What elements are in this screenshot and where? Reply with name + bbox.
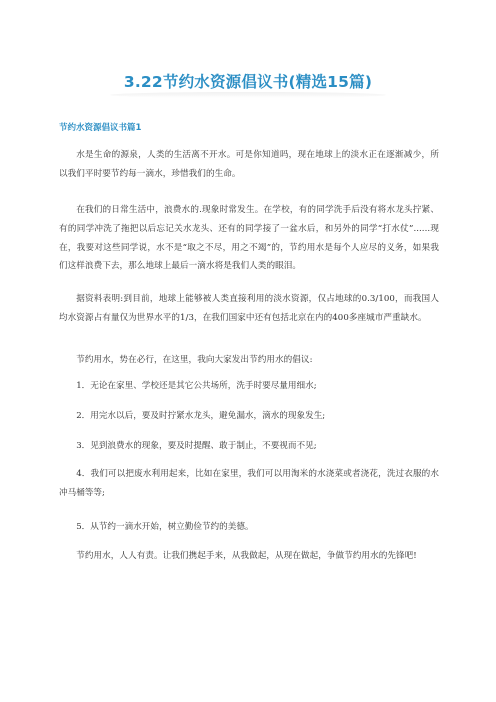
paragraph-closing: 节约用水，人人有责。让我们携起手来，从我做起，从现在做起，争做节约用水的先锋吧! [76, 551, 417, 561]
section-heading: 节约水资源倡议书篇1 [59, 123, 142, 133]
paragraph-waste: 在我们的日常生活中，浪费水的.现象时常发生。在学校，有的同学洗手后没有将水龙头拧紧、有的同学冲洗了拖把以后忘记关水龙头、还有的同学接了一盆水后，和另外的同学“打水仗”......现在，我要对这些同学说，水不是“取之不尽，用之不竭”的，节约用水是每个人应尽的义务，如果我们这样浪费下去，那么地球上最后一滴水将是我们人类的眼泪。 [59, 205, 439, 272]
list-item: 2．用完水以后，要及时拧紧水龙头，避免漏水，滴水的现象发生; [76, 411, 326, 421]
list-item: 1．无论在家里、学校还是其它公共场所，洗手时要尽量用细水; [76, 381, 317, 391]
title-shadow [110, 92, 386, 98]
document-title: 3.22节约水资源倡议书(精选15篇) [123, 73, 373, 91]
list-item: 5．从节约一滴水开始，树立勤俭节约的美德。 [76, 522, 254, 532]
list-item: 3．见到浪费水的现象，要及时提醒、敢于制止，不要视而不见; [76, 441, 317, 451]
paragraph-data: 据资料表明:到目前，地球上能够被人类直接利用的淡水资源，仅占地球的0.3/100，而我国人均水资源占有量仅为世界水平的1/3，在我们国家中还有包括北京在内的400多座城市严重缺水。 [59, 294, 439, 323]
paragraph-proposal: 节约用水，势在必行，在这里，我向大家发出节约用水的倡议: [76, 355, 313, 365]
paragraph-intro: 水是生命的源泉，人类的生活离不开水。可是你知道吗，现在地球上的淡水正在逐渐减少，所以我们平时要节约每一滴水，珍惜我们的生命。 [59, 150, 439, 179]
list-item: 4．我们可以把废水利用起来，比如在家里，我们可以用淘米的水浇菜或者浇花，洗过衣服的水冲马桶等等; [59, 469, 439, 498]
